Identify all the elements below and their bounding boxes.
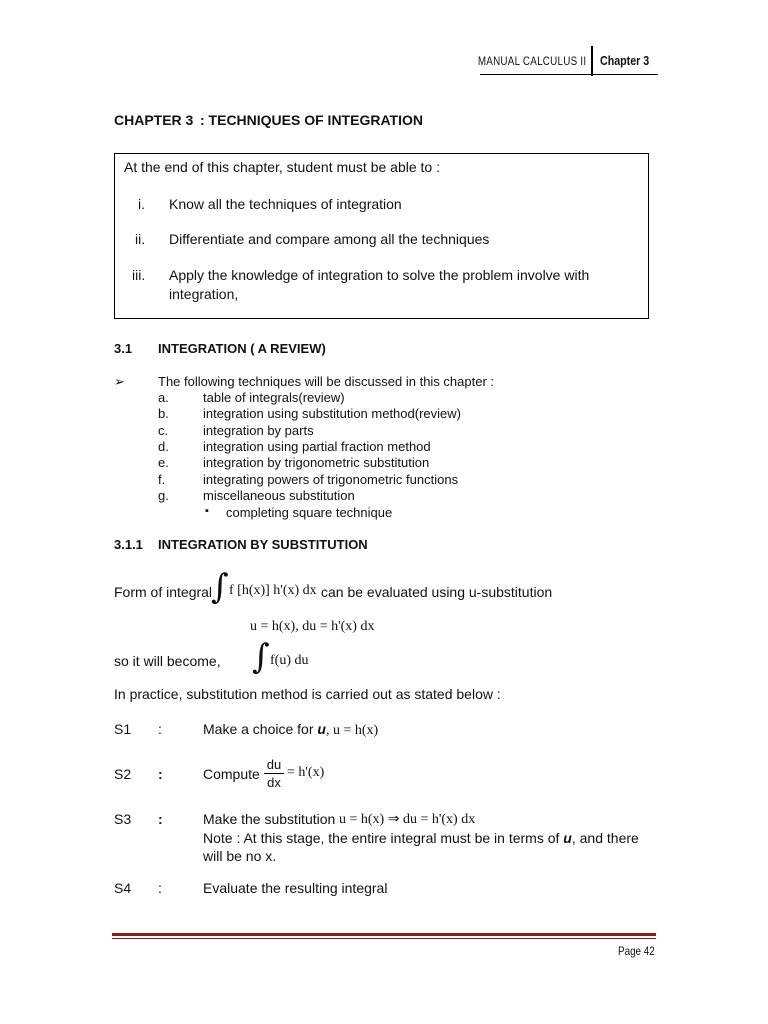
note-bold: u [563,830,572,846]
objective-text: Differentiate and compare among all the techniques [169,231,490,247]
list-item-label: d. [158,439,169,454]
step-expression: = h'(x) [287,765,325,780]
chapter-number: CHAPTER 3 [114,112,194,128]
step-separator: : [158,811,163,827]
step-id: S4 [114,880,132,896]
list-item-text: integration using partial fraction method [203,439,431,454]
section-title: INTEGRATION ( A REVIEW) [158,341,326,356]
list-item-text: integration using substitution method(review) [203,406,461,421]
arrow-bullet-icon: ➢ [114,374,125,389]
list-item-label: b. [158,406,169,421]
practice-intro: In practice, substitution method is carried out as stated below : [114,686,501,702]
step-text [203,721,378,739]
note-text-tail: , and there [571,830,639,846]
chapter-title: : TECHNIQUES OF INTEGRATION [200,112,423,128]
become-label: so it will become, [114,653,221,669]
list-item-text: integrating powers of trigonometric functions [203,472,459,487]
step-expression: u = h(x) ⇒ du = h'(x) dx [339,812,476,827]
square-bullet-icon: ▪ [205,505,209,517]
step-expression: , u = h(x) [325,723,379,738]
integral-sign-icon: ∫ [252,637,270,677]
objective-text-continued: integration, [169,286,239,302]
subsection-number: 3.1.1 [114,537,143,552]
list-item-label: c. [158,423,169,438]
fraction-denominator: dx [267,775,281,790]
running-header-chapter: Chapter 3 [600,53,650,68]
objective-text: Apply the knowledge of integration to solve the problem involve with [169,267,590,283]
integrand-expression: f [h(x)] h'(x) dx [229,583,317,598]
list-item-label: a. [158,390,169,405]
become-expression: f(u) du [270,653,309,668]
derivative-fraction [264,757,284,790]
list-item-text: integration by trigonometric substitution [203,455,430,470]
step-id: S2 [114,766,132,782]
subsection-title: INTEGRATION BY SUBSTITUTION [158,537,368,552]
step-separator: : [158,766,163,782]
header-rule [480,74,658,75]
list-item-label: e. [158,455,169,470]
form-label: Form of integral [114,584,213,600]
objectives-intro: At the end of this chapter, student must be able to : [124,159,440,175]
step-separator: : [158,721,162,737]
objective-number: iii. [132,267,146,283]
sub-list-item: completing square technique [226,505,393,520]
running-header-title: MANUAL CALCULUS II [477,54,586,68]
objective-number: i. [138,196,145,212]
step-separator: : [158,880,162,896]
fraction-numerator: du [266,757,282,772]
step-text: Make the substitution [203,811,336,827]
integral-sign-icon: ∫ [211,567,229,607]
note-text: Note : At this stage, the entire integral must be in terms of [203,830,564,846]
list-item-text: miscellaneous substitution [203,488,355,503]
objective-text: Know all the techniques of integration [169,196,402,212]
step-id: S1 [114,721,132,737]
step-text: Evaluate the resulting integral [203,880,388,896]
list-item-label: g. [158,488,169,503]
footer-rule-thin [112,938,656,939]
list-item-text: integration by parts [203,423,314,438]
list-item-text: table of integrals(review) [203,390,345,405]
step-text-bold: u [317,721,326,737]
step-note [203,830,655,846]
substitution-expression: u = h(x), du = h'(x) dx [250,619,375,634]
objective-number: ii. [135,231,146,247]
step-text-main: Make a choice for [203,721,318,737]
step-note-continued: will be no x. [203,848,277,864]
list-item-label: f. [158,472,166,487]
step-id: S3 [114,811,132,827]
header-divider [591,46,593,76]
page-number: Page 42 [618,944,655,958]
techniques-intro: The following techniques will be discussed in this chapter : [158,374,495,389]
section-number: 3.1 [114,341,133,356]
form-description: can be evaluated using u-substitution [321,584,553,600]
fraction-bar [264,773,284,774]
footer-rule [112,933,656,936]
step-text: Compute [203,766,260,782]
